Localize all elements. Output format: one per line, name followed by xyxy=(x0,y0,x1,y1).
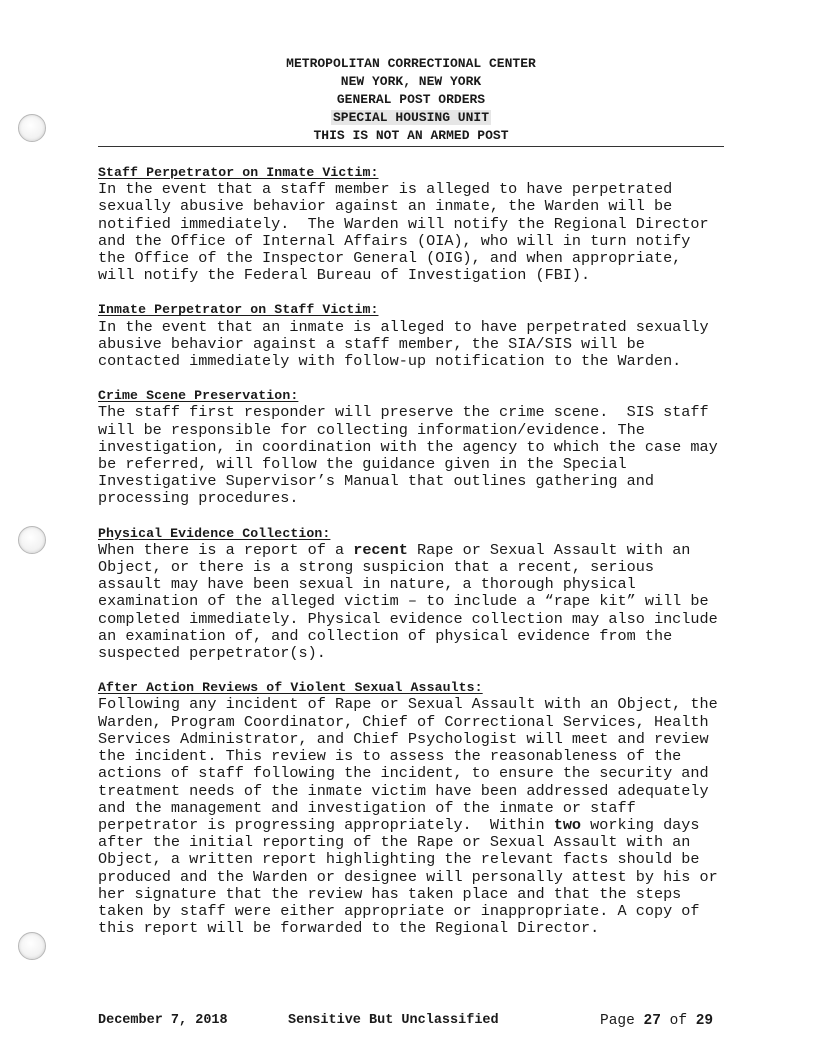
section-paragraph: In the event that an inmate is alleged to have perpetrated sexually abusive behavior against a staff member, the SIA/SIS will be contacted immediately with follow-up notification to the Warden. xyxy=(98,317,709,371)
footer-classification: Sensitive But Unclassified xyxy=(288,1013,499,1028)
section-paragraph: The staff first responder will preserve the crime scene. SIS staff will be responsible for collecting information/evidence. The investigation, in coordination with the agency to which the case may be referred, will follow the guidance given in the Special Investigative Supervisor’s Manual that outlines gathering and processing procedures. xyxy=(98,403,718,508)
section-paragraph: Following any incident of Rape or Sexual Assault with an Object, the Warden, Program Coordinator, Chief of Correctional Services, Health Services Administrator, and Chief Psychologist will meet and review the incident. This review is to assess the reasonableness of the actions of staff following the incident, to ensure the security and treatment needs of the inmate victim have been addressed adequately and the management and investigation of the inmate or staff perpetrator is progressing appropriately. Within two working days after the initial reporting of the Rape or Sexual Assault with an Object, a written report highlighting the relevant facts should be produced and the Warden or designee will personally attest by his or her signature that the review has taken place and that the steps taken by staff were either appropriate or inappropriate. A copy of this report will be forwarded to the Regional Director. xyxy=(98,695,718,938)
header-post-orders: GENERAL POST ORDERS xyxy=(336,92,486,107)
document-header xyxy=(98,55,724,145)
header-divider xyxy=(98,146,724,147)
punch-hole-middle xyxy=(18,526,46,554)
header-armed-status: THIS IS NOT AN ARMED POST xyxy=(313,128,509,143)
section-heading: Inmate Perpetrator on Staff Victim: xyxy=(98,302,379,318)
header-unit: SPECIAL HOUSING UNIT xyxy=(332,110,490,125)
section-heading: After Action Reviews of Violent Sexual Assaults: xyxy=(98,680,483,696)
section-paragraph: When there is a report of a recent Rape or Sexual Assault with an Object, or there is a strong suspicion that a recent, serious assault may have been sexual in nature, a thorough physical examination of the alleged victim – to include a “rape kit” will be completed immediately. Physical evidence collection may also include an examination of, and collection of physical evidence from the suspected perpetrator(s). xyxy=(98,540,718,663)
header-institution: METROPOLITAN CORRECTIONAL CENTER xyxy=(286,56,536,71)
emphasis-two: two xyxy=(553,815,582,834)
header-location: NEW YORK, NEW YORK xyxy=(340,74,482,89)
emphasis-recent: recent xyxy=(353,540,408,559)
footer-page-number: Page 27 of 29 xyxy=(600,1013,714,1029)
punch-hole-bottom xyxy=(18,932,46,960)
punch-hole-top xyxy=(18,114,46,142)
document-body xyxy=(98,164,768,954)
section-staff-perpetrator xyxy=(98,164,768,284)
section-heading: Crime Scene Preservation: xyxy=(98,388,299,404)
section-heading: Physical Evidence Collection: xyxy=(98,525,331,541)
footer-date: December 7, 2018 xyxy=(98,1013,228,1028)
section-after-action xyxy=(98,679,768,937)
section-crime-scene xyxy=(98,387,768,507)
section-physical-evidence xyxy=(98,525,768,663)
page-footer xyxy=(98,1013,738,1031)
section-paragraph: In the event that a staff member is alleged to have perpetrated sexually abusive behavior against an inmate, the Warden will be notified immediately. The Warden will notify the Regional Director and the Office of Internal Affairs (OIA), who will in turn notify the Office of the Inspector General (OIG), and when appropriate, will notify the Federal Bureau of Investigation (FBI). xyxy=(98,180,709,285)
section-heading: Staff Perpetrator on Inmate Victim: xyxy=(98,165,379,180)
section-inmate-perpetrator xyxy=(98,301,768,370)
